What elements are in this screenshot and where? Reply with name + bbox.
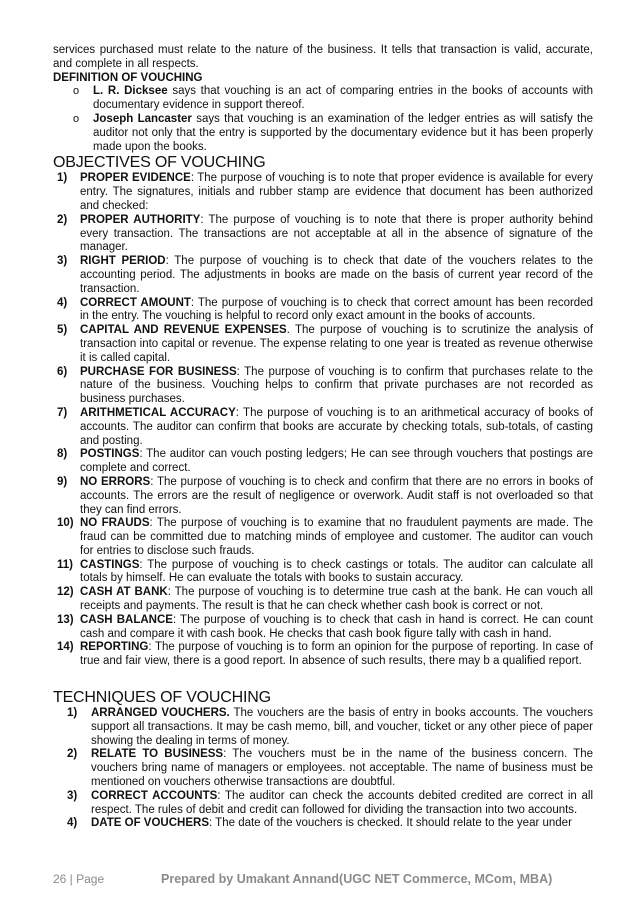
definition-text: says that vouching is an act of comparing entries in the books of accounts with documentary evidence in support thereof.	[93, 85, 593, 112]
item-term: PROPER AUTHORITY	[80, 213, 201, 226]
item-text: : The purpose of vouching is to determine true cash at the bank. He can vouch all receipts and payments. The result is that he can check whether cash book is correct or not.	[80, 586, 593, 613]
item-term: PROPER EVIDENCE	[80, 172, 191, 185]
objective-item	[53, 476, 593, 517]
technique-item	[53, 790, 593, 818]
item-term: CORRECT AMOUNT	[80, 296, 191, 309]
definition-heading: DEFINITION OF VOUCHING	[53, 71, 203, 84]
item-term: DATE OF VOUCHERS	[91, 817, 209, 830]
item-text: : The purpose of vouching is to form an opinion for the purpose of reporting. In case of true and fair view, there is a good report. In absence of such results, there may b a qualified report.	[80, 641, 593, 668]
item-term: NO ERRORS	[80, 475, 151, 488]
item-term: PURCHASE FOR BUSINESS	[80, 365, 237, 378]
objective-item	[53, 172, 593, 213]
item-term: CORRECT ACCOUNTS	[91, 789, 218, 802]
item-number: 6)	[57, 365, 68, 378]
objective-item	[53, 214, 593, 255]
objective-item	[53, 366, 593, 407]
item-number: 10)	[57, 517, 74, 530]
item-term: CASH AT BANK	[80, 586, 168, 599]
item-number: 3)	[67, 789, 78, 802]
objective-item	[53, 517, 593, 558]
intro-paragraph: services purchased must relate to the nature of the business. It tells that transaction is valid, accurate, and complete in all respects.	[53, 44, 593, 70]
document-body	[53, 44, 593, 831]
item-number: 1)	[57, 172, 68, 185]
definition-item	[53, 113, 593, 154]
definition-author: L. R. Dicksee	[93, 85, 168, 98]
item-text: : The auditor can vouch posting ledgers; He can see through vouchers that postings are complete and correct.	[80, 448, 593, 475]
item-text: The vouchers are the basis of entry in books accounts. The vouchers support all transactions. It may be cash memo, bill, and voucher, ticket or any other piece of paper showing the dealing in terms of money.	[91, 707, 594, 747]
item-text: : The purpose of vouching is to note that proper evidence is available for every entry. The signatures, initials and rubber stamp are evidence that document has been authorized and checked:	[80, 172, 593, 212]
objectives-list	[53, 172, 593, 669]
objectives-heading: OBJECTIVES OF VOUCHING	[53, 154, 266, 172]
item-number: 13)	[57, 613, 74, 626]
item-text: : The purpose of vouching is to check that cash in hand is correct. He can count cash and compare it with cash book. He checks that cash book figure tally with cash in hand.	[80, 613, 593, 640]
author-credit: Prepared by Umakant Annand(UGC NET Commerce, MCom, MBA)	[161, 872, 553, 886]
item-text: : The purpose of vouching is to check and confirm that there are no errors in books of accounts. The errors are the result of negligence or overwork. Audit staff is not overloaded so that they can find errors.	[80, 475, 593, 516]
objective-item	[53, 324, 593, 365]
definition-text: says that vouching is an examination of the ledger entries as will satisfy the auditor not only that the entry is supported by the documentary evidence but it has been properly made upon the books.	[93, 112, 593, 153]
item-term: RIGHT PERIOD	[80, 255, 166, 268]
item-text: : The purpose of vouching is to check castings or totals. The auditor can calculate all totals by himself. He can evaluate the totals with books to sustain accuracy.	[80, 558, 593, 585]
item-term: CAPITAL AND REVENUE EXPENSES	[80, 324, 287, 337]
objective-item	[53, 407, 593, 448]
item-term: POSTINGS	[80, 448, 140, 461]
objective-item	[53, 641, 593, 669]
technique-item	[53, 817, 593, 831]
item-term: RELATE TO BUSINESS	[91, 748, 224, 761]
item-term: REPORTING	[80, 641, 149, 654]
bullet-circle-icon: o	[73, 112, 80, 125]
item-text: : The purpose of vouching is to note that there is proper authority behind every transaction. The transactions are not acceptable at all in the absence of signature of the manager.	[80, 213, 593, 254]
item-text: : The purpose of vouching is to check that correct amount has been recorded in the entry. The vouching is helpful to record only exact amount in the books of accounts.	[80, 296, 593, 323]
objective-item	[53, 297, 593, 325]
item-number: 9)	[57, 475, 68, 488]
objective-item	[53, 614, 593, 642]
objective-item	[53, 255, 593, 296]
objective-item	[53, 586, 593, 614]
item-term: ARRANGED VOUCHERS.	[91, 707, 230, 720]
item-text: : The date of the vouchers is checked. It should relate to the year under	[209, 817, 572, 830]
item-term: CASH BALANCE	[80, 613, 173, 626]
item-text: : The purpose of vouching is to an arithmetical accuracy of books of accounts. The auditor can confirm that books are accurate by checking totals, sub-totals, of casting and posting.	[80, 406, 593, 447]
item-number: 8)	[57, 448, 68, 461]
item-text: : The auditor can check the accounts debited credited are correct in all respect. The rules of debit and credit can followed for dividing the transaction into two accounts.	[91, 789, 593, 816]
definition-list	[53, 85, 593, 154]
item-number: 4)	[57, 296, 68, 309]
item-number: 12)	[57, 586, 74, 599]
item-number: 1)	[67, 707, 78, 720]
item-text: . The purpose of vouching is to scrutinize the analysis of transaction into capital or revenue. The expense relating to one year is treated as revenue otherwise it is called capital.	[80, 324, 594, 364]
page-number: 26 | Page	[53, 872, 105, 886]
item-text: : The vouchers must be in the name of the business concern. The vouchers bring name of managers or employees. not acceptable. The name of business must be mentioned on vouchers otherwise transactions are doubtful.	[91, 748, 593, 789]
definition-author: Joseph Lancaster	[93, 112, 192, 125]
item-number: 14)	[57, 641, 74, 654]
item-text: : The purpose of vouching is to confirm that purchases relate to the nature of the business. Vouching helps to confirm that private purchases are not recorded as business purchases.	[80, 365, 593, 406]
definition-item	[53, 85, 593, 113]
bullet-circle-icon: o	[73, 85, 80, 98]
item-text: : The purpose of vouching is to examine that no fraudulent payments are made. The fraud can be committed due to matching minds of employee and customer. The auditor can vouch for entries to disclose such frauds.	[80, 517, 593, 557]
item-term: ARITHMETICAL ACCURACY	[80, 406, 236, 419]
item-number: 2)	[57, 213, 68, 226]
techniques-list	[53, 707, 593, 831]
item-number: 2)	[67, 748, 78, 761]
objective-item	[53, 448, 593, 476]
item-number: 7)	[57, 406, 68, 419]
item-number: 4)	[67, 817, 78, 830]
technique-item	[53, 707, 593, 748]
objective-item	[53, 559, 593, 587]
item-number: 5)	[57, 324, 68, 337]
item-text: : The purpose of vouching is to check that date of the vouchers relates to the accounting period. The adjustments in books are made on the basis of current year record of the transaction.	[80, 255, 594, 295]
item-number: 11)	[57, 558, 73, 571]
item-term: NO FRAUDS	[80, 517, 150, 530]
item-term: CASTINGS	[80, 558, 140, 571]
item-number: 3)	[57, 255, 68, 268]
technique-item	[53, 748, 593, 789]
techniques-heading: TECHNIQUES OF VOUCHING	[53, 689, 271, 707]
